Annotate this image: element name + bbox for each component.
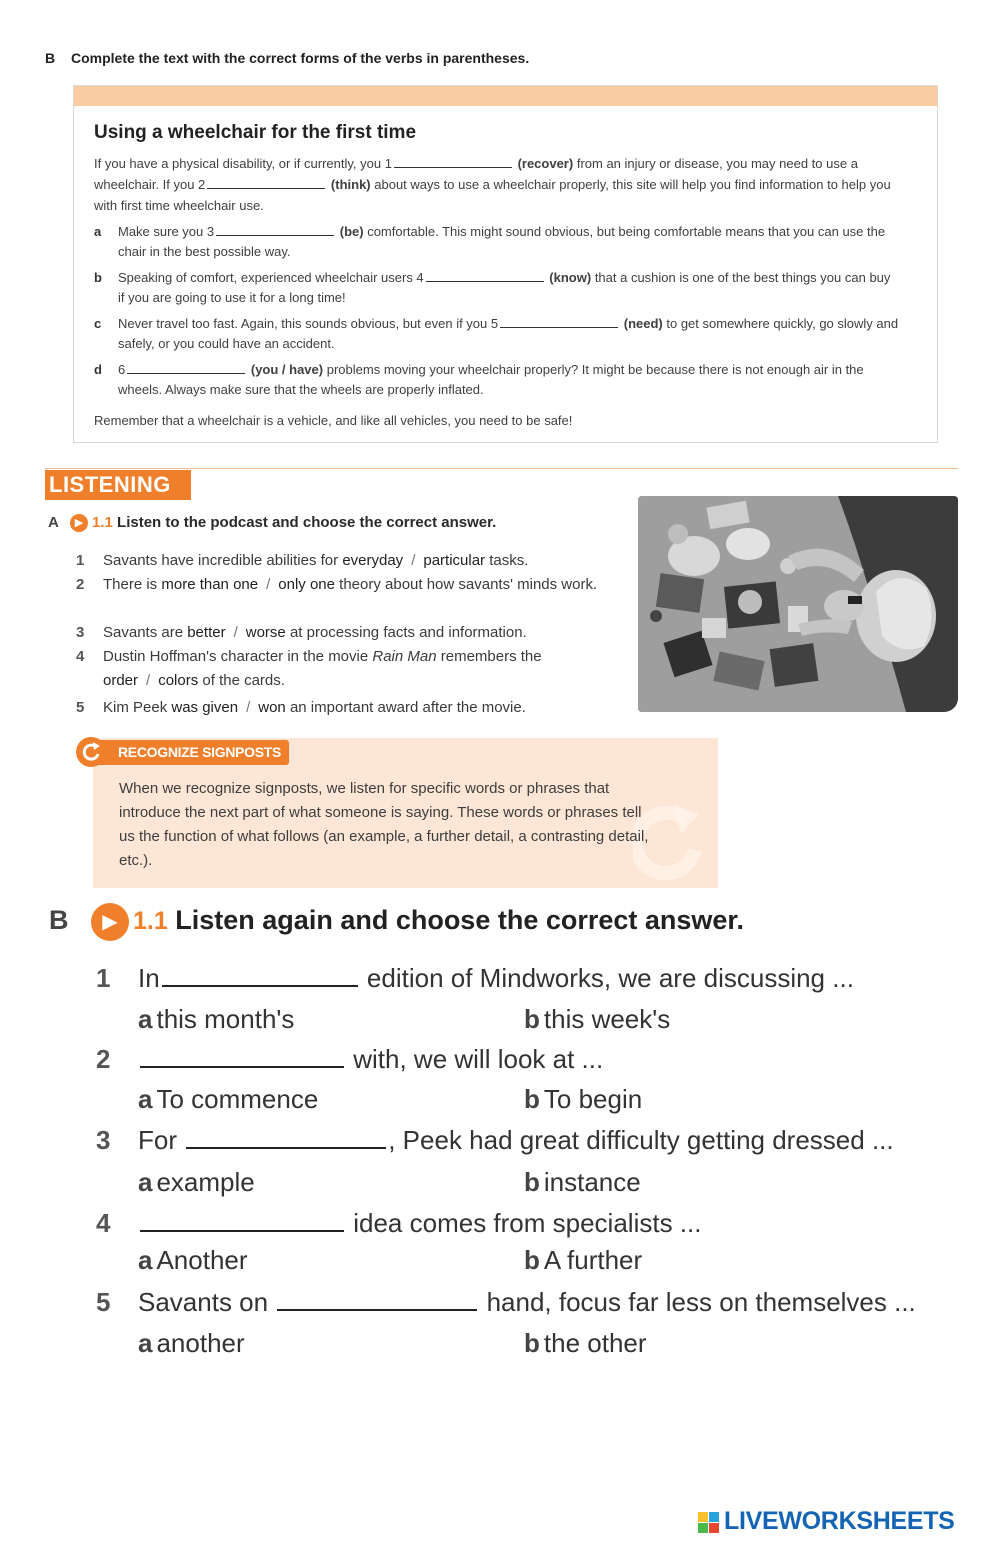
option-2[interactable]: won <box>258 699 286 716</box>
question-text: For <box>138 1125 177 1155</box>
option-text: A further <box>543 1245 643 1275</box>
item-text: tasks. <box>489 552 529 569</box>
question-text: Savants on <box>138 1287 269 1317</box>
part-a-letter: A <box>48 514 59 531</box>
option-b[interactable]: b the other <box>524 1328 647 1358</box>
question-number: 4 <box>96 1208 111 1238</box>
intro-text-3: about ways to use a wheelchair properly, this site will help you find information to help you with first time wheelchair use. <box>94 177 891 213</box>
option-a[interactable]: a another <box>138 1328 245 1358</box>
option-2[interactable]: colors <box>158 672 199 689</box>
item-text: Kim Peek <box>103 699 168 716</box>
answer-blank[interactable] <box>140 1046 344 1068</box>
option-text: instance <box>543 1167 641 1197</box>
question-number: 2 <box>96 1044 111 1074</box>
item-text: Speaking of comfort, experienced wheelchair users 4 <box>118 270 424 285</box>
intro-text-1: If you have a physical disability, or if currently, you 1 <box>94 156 392 171</box>
question-number: 5 <box>96 1287 111 1317</box>
audio-speaker-icon[interactable]: ▶ <box>91 903 129 941</box>
item-number: 2 <box>76 576 85 593</box>
article-title: Using a wheelchair for the first time <box>94 122 417 143</box>
verb-hint-4: (know) <box>549 270 592 285</box>
answer-blank-3[interactable] <box>216 223 334 236</box>
option-1[interactable]: better <box>187 624 226 641</box>
article-box <box>73 85 938 443</box>
part-a-item-1: 1 Savants have incredible abilities for everyday / particular tasks. <box>76 549 606 573</box>
verb-hint-3: (be) <box>339 224 364 239</box>
part-a-item-5: 5 Kim Peek was given / won an important award after the movie. <box>76 696 606 720</box>
part-b-question-4 <box>96 1208 701 1239</box>
movie-title: Rain Man <box>372 648 437 665</box>
option-a[interactable]: a this month's <box>138 1004 295 1034</box>
part-a-item-4: 4 Dustin Hoffman's character in the movie Rain Man remembers the order / colors of the cards. <box>76 645 606 693</box>
option-a[interactable]: a Another <box>138 1245 248 1275</box>
logo-grid-icon <box>698 1512 720 1534</box>
item-label: a <box>94 224 102 239</box>
option-text: the other <box>543 1328 647 1358</box>
signposts-label: RECOGNIZE SIGNPOSTS <box>98 740 289 765</box>
part-b-instruction: Listen again and choose the correct answer. <box>175 905 744 936</box>
option-1[interactable]: was given <box>171 699 239 716</box>
option-b[interactable]: b A further <box>524 1245 643 1275</box>
article-item-a <box>94 222 899 262</box>
option-1[interactable]: more than one <box>161 576 259 593</box>
part-b-question-5 <box>96 1287 916 1318</box>
option-1[interactable]: order <box>103 672 139 689</box>
item-number: 3 <box>76 624 85 641</box>
option-text: another <box>156 1328 245 1358</box>
article-item-c <box>94 314 899 354</box>
option-a[interactable]: a example <box>138 1167 255 1197</box>
answer-blank-5[interactable] <box>500 315 618 328</box>
answer-blank[interactable] <box>140 1210 344 1232</box>
verb-hint-6: (you / have) <box>250 362 324 377</box>
item-text: an important award after the movie. <box>289 699 526 716</box>
section-divider <box>45 468 958 469</box>
article-item-b <box>94 268 899 308</box>
article-header-band <box>74 86 937 106</box>
answer-blank[interactable] <box>162 965 358 987</box>
article-closing: Remember that a wheelchair is a vehicle, and like all vehicles, you need to be safe! <box>94 413 573 428</box>
option-b[interactable]: b instance <box>524 1167 641 1197</box>
answer-blank[interactable] <box>186 1127 386 1149</box>
item-text: 6 <box>118 362 126 377</box>
part-a-instruction: Listen to the podcast and choose the correct answer. <box>117 514 497 531</box>
question-number: 3 <box>96 1125 111 1155</box>
answer-blank-6[interactable] <box>127 361 245 374</box>
item-number: 4 <box>76 648 85 665</box>
item-number: 5 <box>76 699 85 716</box>
question-number: 1 <box>96 963 111 993</box>
option-a[interactable]: a To commence <box>138 1084 319 1114</box>
item-text: of the cards. <box>202 672 285 689</box>
item-text: comfortable. This might sound obvious, but being comfortable means that you can use the chair in the best possible way. <box>118 224 886 259</box>
answer-blank-4[interactable] <box>426 269 544 282</box>
exercise-instruction: Complete the text with the correct forms of the verbs in parentheses. <box>71 50 530 66</box>
option-text: To commence <box>156 1084 319 1114</box>
part-b-question-1 <box>96 963 854 994</box>
question-text: idea comes from specialists ... <box>353 1208 702 1238</box>
part-b-question-2 <box>96 1044 603 1075</box>
article-intro <box>94 153 899 216</box>
option-2[interactable]: particular <box>423 552 486 569</box>
item-text: problems moving your wheelchair properly? It might be because there is not enough air in the wheels. Always make sure that the wheels are properly inflated. <box>118 362 864 397</box>
part-b-question-3 <box>96 1125 894 1156</box>
item-text: to get somewhere quickly, go slowly and safely, or you could have an accident. <box>118 316 899 351</box>
answer-blank[interactable] <box>277 1289 477 1311</box>
track-number: 1.1 <box>92 514 113 531</box>
item-text: Never travel too fast. Again, this sounds obvious, but even if you 5 <box>118 316 499 331</box>
question-text: hand, focus far less on themselves ... <box>486 1287 916 1317</box>
item-text: remembers the <box>440 648 542 665</box>
option-2[interactable]: only one <box>278 576 335 593</box>
item-text: at processing facts and information. <box>289 624 527 641</box>
intro-text-2: from an injury or disease, you may need to use a wheelchair. If you 2 <box>94 156 858 192</box>
part-a-item-3: 3 Savants are better / worse at processing facts and information. <box>76 621 606 645</box>
item-label: b <box>94 270 102 285</box>
question-text: , Peek had great difficulty getting dressed ... <box>388 1125 894 1155</box>
item-text: Make sure you 3 <box>118 224 215 239</box>
savant-photo <box>638 496 958 712</box>
item-text: theory about how savants' minds work. <box>339 576 598 593</box>
article-item-d <box>94 360 899 400</box>
option-text: example <box>156 1167 255 1197</box>
photo-illustration <box>638 496 958 712</box>
option-text: this month's <box>156 1004 295 1034</box>
listening-tag: LISTENING <box>45 470 191 500</box>
item-text: Savants have incredible abilities for <box>103 552 339 569</box>
item-text: There is <box>103 576 158 593</box>
signposts-text: When we recognize signposts, we listen for specific words or phrases that introduce the next part of what someone is saying. These words or phrases tell us the function of what follows (an example, a further detail, a contrasting detail, etc.). <box>119 780 649 869</box>
item-label: c <box>94 316 102 331</box>
verb-hint-5: (need) <box>623 316 663 331</box>
part-b-letter: B <box>49 905 69 936</box>
option-text: Another <box>156 1245 248 1275</box>
question-text: edition of Mindworks, we are discussing ... <box>366 963 854 993</box>
exercise-b-heading <box>45 50 529 66</box>
verb-hint-1: (recover) <box>517 156 574 171</box>
option-text: To begin <box>543 1084 643 1114</box>
verb-hint-2: (think) <box>330 177 371 192</box>
option-2[interactable]: worse <box>245 624 286 641</box>
track-number: 1.1 <box>133 907 168 936</box>
part-b-heading <box>49 903 744 941</box>
item-number: 1 <box>76 552 85 569</box>
option-text: this week's <box>543 1004 671 1034</box>
audio-speaker-icon[interactable]: ▶ <box>70 514 88 532</box>
answer-blank-1[interactable] <box>394 155 512 168</box>
part-a-heading <box>48 514 496 532</box>
logo-text: LIVEWORKSHEETS <box>724 1507 955 1535</box>
part-a-item-2: 2 There is more than one / only one theory about how savants' minds work. <box>76 573 606 597</box>
exercise-letter: B <box>45 50 56 66</box>
item-text: Dustin Hoffman's character in the movie <box>103 648 369 665</box>
refresh-icon <box>76 737 106 767</box>
item-label: d <box>94 362 102 377</box>
option-1[interactable]: everyday <box>342 552 404 569</box>
item-text: that a cushion is one of the best things you can buy if you are going to use it for a long time! <box>118 270 891 305</box>
option-b[interactable]: b To begin <box>524 1084 643 1114</box>
question-text: In <box>138 963 160 993</box>
item-text: Savants are <box>103 624 184 641</box>
question-text: with, we will look at ... <box>353 1044 604 1074</box>
option-b[interactable]: b this week's <box>524 1004 671 1034</box>
answer-blank-2[interactable] <box>207 176 325 189</box>
